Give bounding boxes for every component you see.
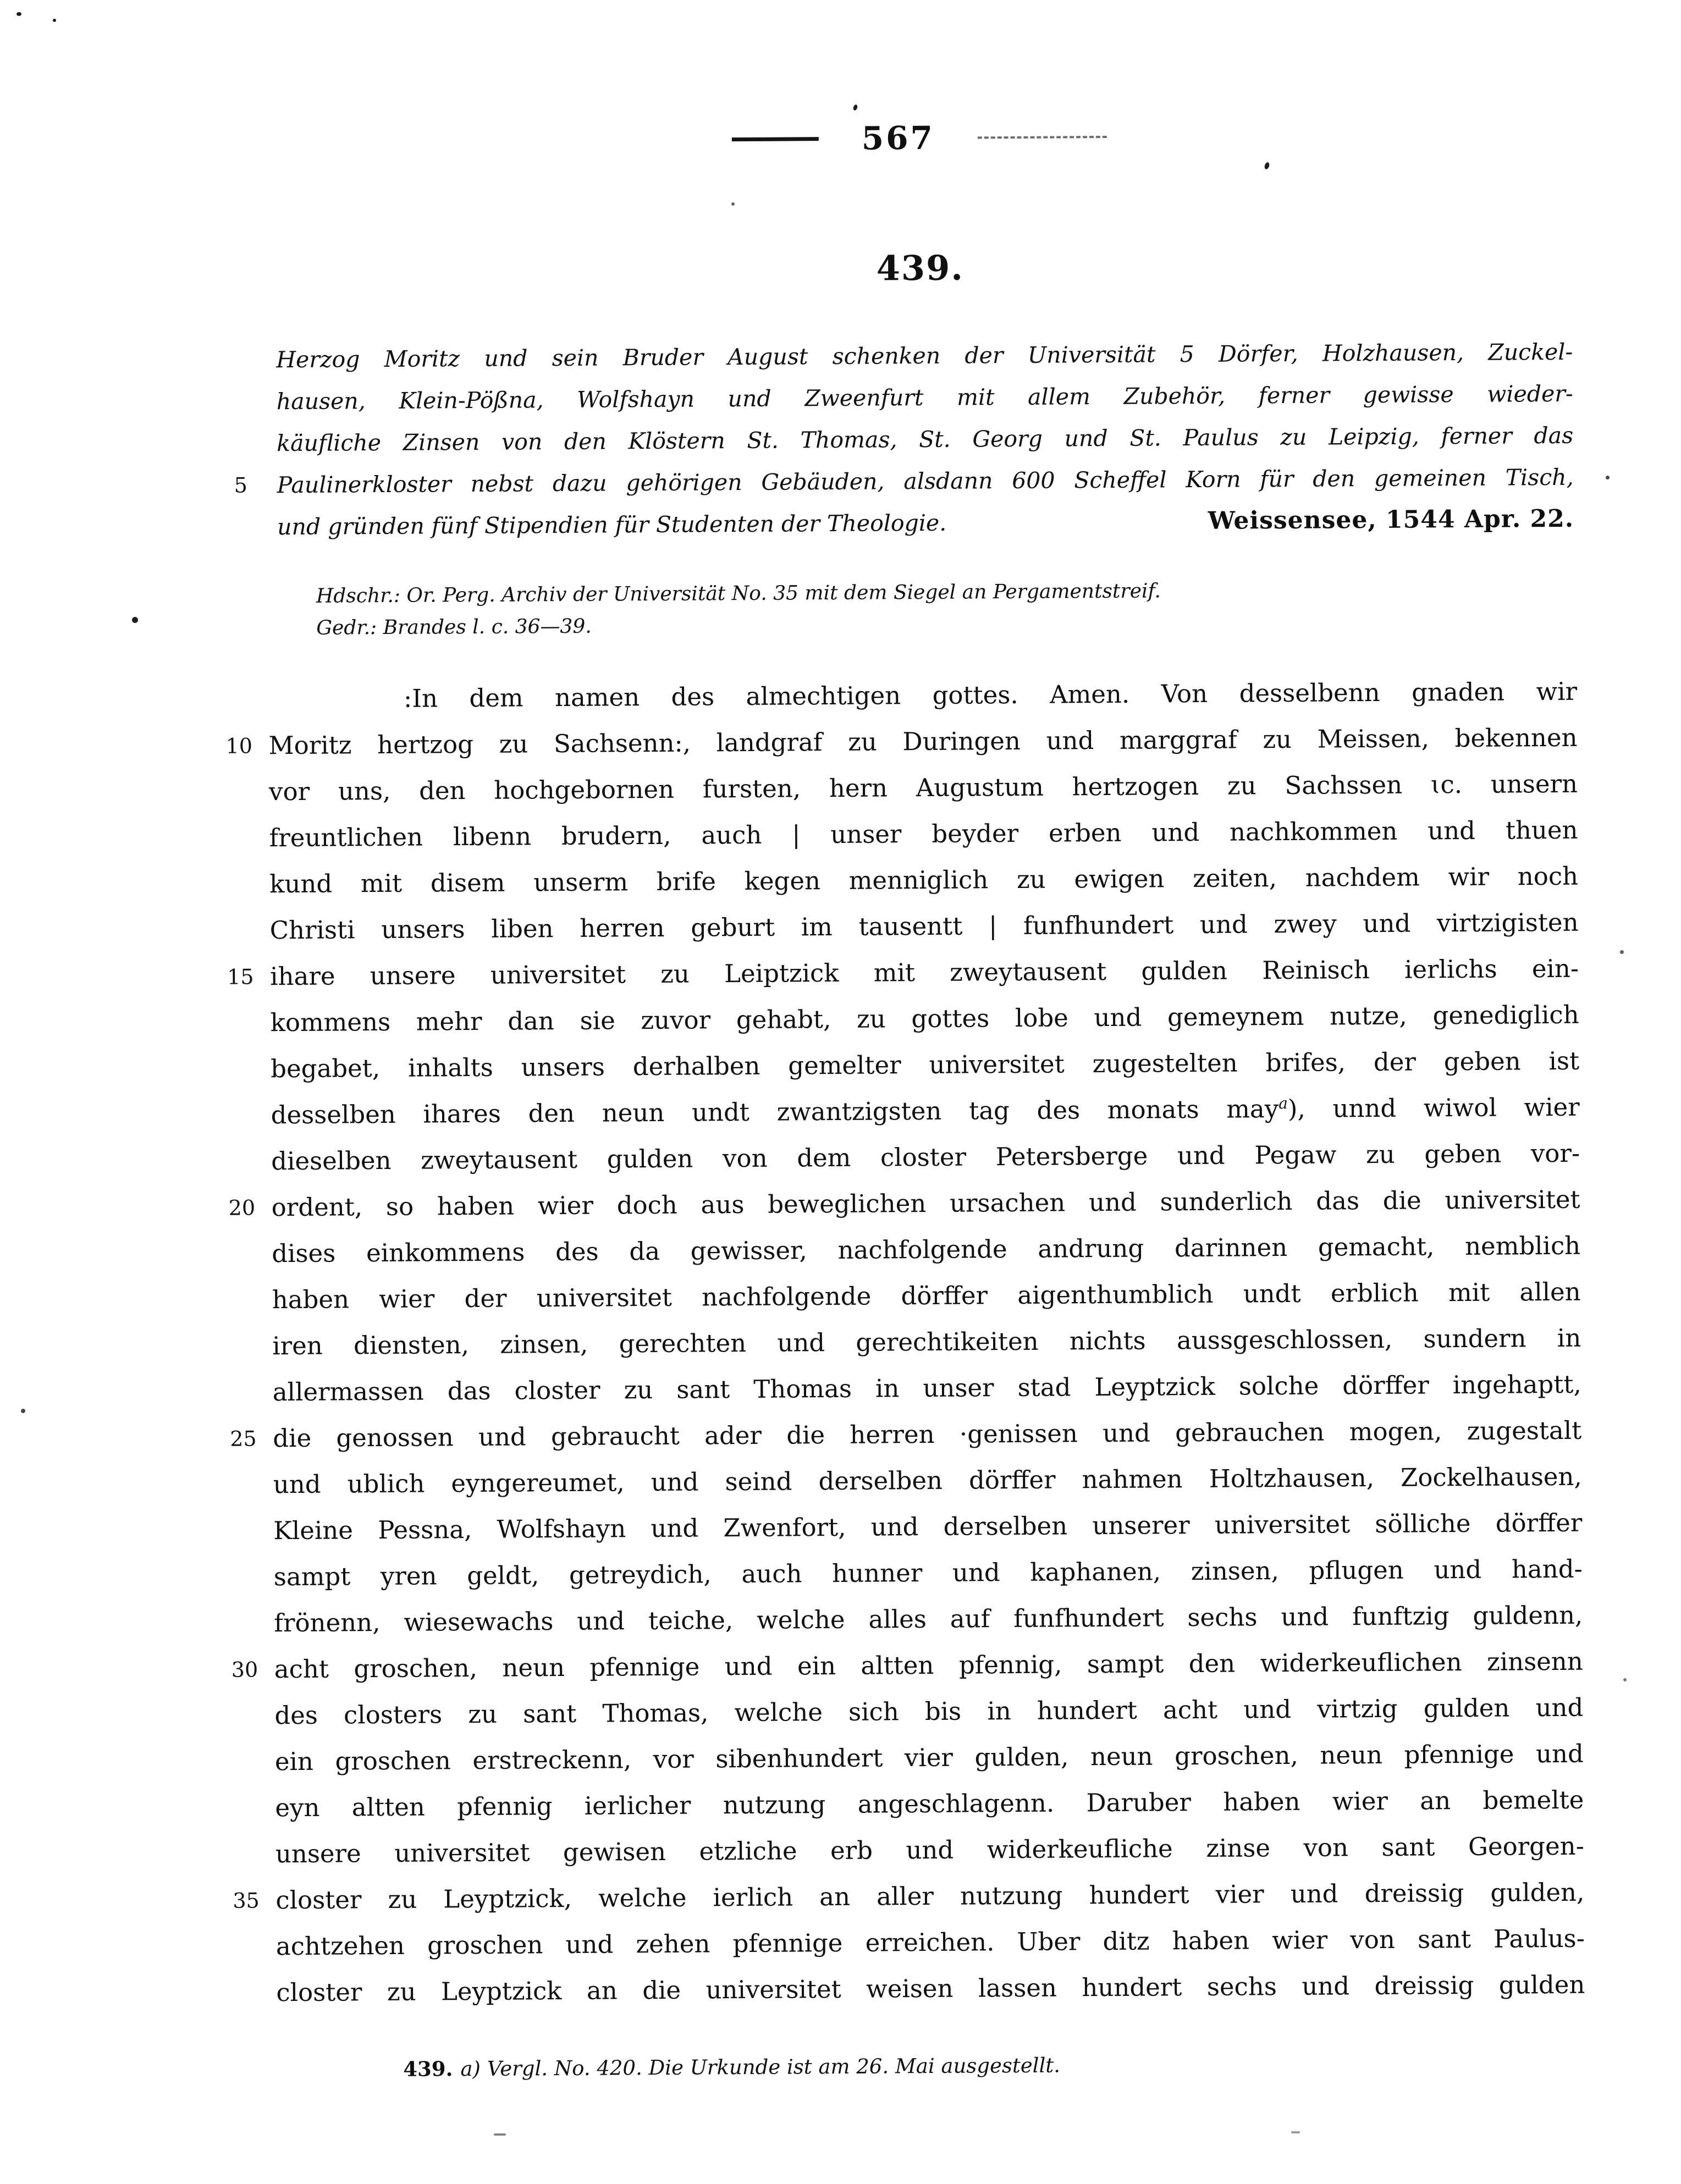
body-line-text-post: ), unnd wiwol wier xyxy=(1288,1093,1580,1123)
body-line xyxy=(274,1685,1583,1739)
regest-line xyxy=(277,498,1574,548)
body-line xyxy=(274,1639,1583,1693)
body-line-text: Moritz hertzog zu Sachsenn:, landgraf zu Duringen und marggraf zu Meissen, bekennen xyxy=(268,715,1577,769)
source-note-line: Hdschr.: Or. Perg. Archiv der Universität No. 35 mit dem Siegel an Pergamentstreif. xyxy=(316,573,1553,613)
regest-line xyxy=(277,456,1573,506)
margin-line-number: 5 xyxy=(234,464,272,506)
scan-speck xyxy=(132,617,138,623)
body-line xyxy=(269,807,1578,862)
margin-line-number: 15 xyxy=(227,953,266,1000)
body-line-text: Kleine Pessna, Wolfshayn und Zwenfort, und derselben unserer universitet sölliche dörffer xyxy=(273,1500,1582,1554)
body-line xyxy=(271,1038,1579,1093)
body-line-text: haben wier der universitet nachfolgende dörffer aigenthumblich undt erblich mit allen xyxy=(272,1269,1580,1323)
body-line-text: ein groschen erstreckenn, vor sibenhundert vier gulden, neun groschen, neun pfennige und xyxy=(275,1731,1584,1785)
body-line-text: freuntlichen libenn brudern, auch | unser beyder erben und nachkommen und thuen xyxy=(269,807,1578,862)
body-line xyxy=(272,1223,1580,1277)
body-line-text: vor uns, den hochgebornen fursten, hern Augustum hertzogen zu Sachssen ɩc. unsern xyxy=(269,761,1578,815)
body-line-text-pre: desselben ihares den neun undt zwantzigsten tag des monats may xyxy=(271,1094,1279,1129)
body-line-text: sampt yren geldt, getreydich, auch hunner und kaphanen, zinsen, pflugen und hand- xyxy=(274,1546,1583,1601)
body-line xyxy=(276,1962,1585,2016)
body-line xyxy=(273,1500,1582,1554)
body-line-text: ordent, so haben wier doch aus beweglichen ursachen und sunderlich das die universitet xyxy=(271,1177,1580,1231)
body-line-text: allermassen das closter zu sant Thomas in unser stad Leyptzick solche dörffer ingehaptt, xyxy=(273,1361,1581,1416)
source-notes xyxy=(316,573,1554,644)
scan-speck xyxy=(1620,950,1624,954)
body-line xyxy=(275,1777,1584,1832)
body-line xyxy=(270,946,1579,1000)
body-line-text: kund mit disem unserm brife kegen menniglich zu ewigen zeiten, nachdem wir noch xyxy=(269,853,1578,908)
scan-speck xyxy=(16,12,21,16)
footnote-reference-mark: a xyxy=(1278,1094,1288,1112)
body-line xyxy=(275,1823,1584,1878)
body-line-text: :In dem namen des almechtigen gottes. Amen. Von desselbenn gnaden wir xyxy=(268,669,1577,723)
page-header xyxy=(265,115,1574,161)
body-line xyxy=(276,1916,1585,1970)
body-line-text: achtzehen groschen und zehen pfennige erreichen. Uber ditz haben wier von sant Paulus- xyxy=(276,1916,1585,1970)
body-line-text: frönenn, wiesewachs und teiche, welche alles auf funfhundert sechs und funftzig guldenn, xyxy=(274,1592,1583,1647)
body-line xyxy=(269,900,1578,954)
scan-speck xyxy=(53,19,56,22)
body-line-text: dises einkommens des da gewisser, nachfolgende andrung darinnen gemacht, nemblich xyxy=(272,1223,1580,1277)
scan-speck xyxy=(21,1409,25,1413)
document-number: 439. xyxy=(266,244,1574,293)
footnote-doc-ref: 439. xyxy=(403,2056,453,2081)
scan-speck xyxy=(1606,476,1610,479)
footnote-text: Vergl. No. 420. Die Urkunde ist am 26. Mai ausgestellt. xyxy=(487,2054,1060,2081)
regest-line xyxy=(276,331,1573,380)
body-line xyxy=(274,1592,1583,1647)
regest-line-text: Herzog Moritz und sein Bruder August schenken der Universität 5 Dörfer, Holzhausen, Zuckel- xyxy=(276,331,1573,380)
margin-line-number: 35 xyxy=(233,1877,272,1923)
regest-line xyxy=(277,415,1573,464)
body-line-text: kommens mehr dan sie zuvor gehabt, zu gottes lobe und gemeynem nutze, genediglich xyxy=(270,992,1579,1046)
regest-line-text: käufliche Zinsen von den Klöstern St. Thomas, St. Georg und St. Paulus zu Leipzig, ferner das xyxy=(277,415,1573,464)
charter-body-text xyxy=(268,669,1585,2016)
body-line xyxy=(271,1084,1579,1139)
body-line xyxy=(275,1869,1584,1924)
scan-speck xyxy=(1291,2131,1300,2133)
body-line xyxy=(268,669,1577,723)
margin-line-number: 10 xyxy=(225,723,264,769)
body-line xyxy=(271,1177,1580,1231)
scan-speck xyxy=(494,2133,506,2136)
body-line-text: closter zu Leyptzick an die universitet weisen lassen hundert sechs und dreissig gulden xyxy=(276,1962,1585,2016)
body-line-text: closter zu Leyptzick, welche ierlich an aller nutzung hundert vier und dreissig gulden, xyxy=(275,1869,1584,1924)
scan-speck xyxy=(731,202,735,206)
body-line xyxy=(272,1269,1580,1323)
body-line-text: iren diensten, zinsen, gerechten und gerechtikeiten nichts aussgeschlossen, sundern in xyxy=(272,1315,1581,1370)
margin-line-number: 30 xyxy=(232,1646,271,1692)
header-rule-left xyxy=(732,137,819,141)
body-line xyxy=(273,1408,1581,1462)
regest-line xyxy=(277,373,1573,422)
header-rule-right xyxy=(978,136,1107,139)
body-line-text: ihare unsere universitet zu Leiptzick mit zweytausent gulden Reinisch ierlichs ein- xyxy=(270,946,1579,1000)
margin-line-number: 25 xyxy=(230,1415,269,1461)
scan-speck xyxy=(1623,1678,1627,1681)
body-line-text: die genossen und gebraucht ader die herren ·genissen und gebrauchen mogen, zugestalt xyxy=(273,1408,1581,1462)
charter-date-place: Weissensee, 1544 Apr. 22. xyxy=(1208,498,1574,542)
body-line xyxy=(274,1546,1583,1601)
body-line-text: Christi unsers liben herren geburt im tausentt | funfhundert und zwey und virtzigisten xyxy=(269,900,1578,954)
body-line-text: eyn altten pfennig ierlicher nutzung angeschlagenn. Daruber haben wier an bemelte xyxy=(275,1777,1584,1832)
body-line xyxy=(269,761,1578,815)
body-line xyxy=(269,853,1578,908)
footnote xyxy=(403,2048,1558,2083)
source-note-line: Gedr.: Brandes l. c. 36—39. xyxy=(316,605,1553,644)
body-line xyxy=(272,1315,1581,1370)
margin-line-number: 20 xyxy=(228,1184,267,1231)
body-line-text: unsere universitet gewisen etzliche erb und widerkeufliche zinse von sant Georgen- xyxy=(275,1823,1584,1878)
body-line xyxy=(275,1731,1584,1785)
body-line-text: des closters zu sant Thomas, welche sich bis in hundert acht und virtzig gulden und xyxy=(274,1685,1583,1739)
body-line xyxy=(270,992,1579,1046)
regest-summary xyxy=(276,331,1574,548)
body-line-text: acht groschen, neun pfennige und ein altten pfennig, sampt den widerkeuflichen zinsenn xyxy=(274,1639,1583,1693)
body-line xyxy=(273,1454,1582,1508)
body-line xyxy=(271,1130,1580,1185)
regest-line-text: hausen, Klein-Pößna, Wolfshayn und Zweenfurt mit allem Zubehör, ferner gewisse wieder- xyxy=(277,373,1573,422)
footnote-marker: a) xyxy=(460,2057,481,2081)
body-line xyxy=(268,715,1577,769)
body-line-text: begabet, inhalts unsers derhalben gemelter universitet zugestelten brifes, der geben ist xyxy=(271,1038,1579,1093)
body-line xyxy=(273,1361,1581,1416)
body-line-text: dieselben zweytausent gulden von dem closter Petersberge und Pegaw zu geben vor- xyxy=(271,1130,1580,1185)
regest-line-text: und gründen fünf Stipendien für Studenten der Theologie. xyxy=(277,502,947,548)
body-line-text: und ublich eyngereumet, und seind derselben dörffer nahmen Holtzhausen, Zockelhausen, xyxy=(273,1454,1582,1508)
regest-line-text: Paulinerkloster nebst dazu gehörigen Gebäuden, alsdann 600 Scheffel Korn für den gemeinen Tisch, xyxy=(277,456,1573,506)
page-number: 567 xyxy=(862,119,935,157)
